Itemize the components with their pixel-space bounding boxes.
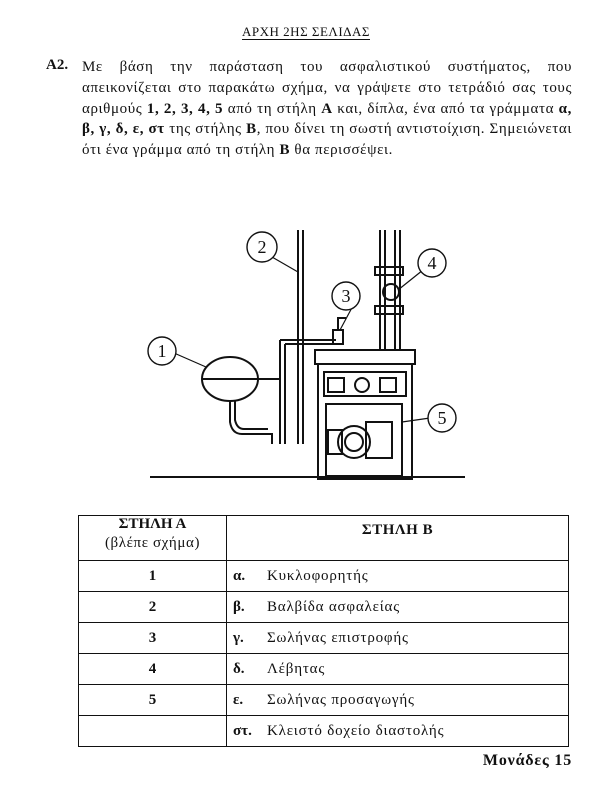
callout-4: 4: [427, 253, 437, 273]
table-row: 1 α. Κυκλοφορητής: [79, 561, 569, 592]
question-number: Α2.: [46, 57, 69, 73]
page-header: ΑΡΧΗ 2ΗΣ ΣΕΛΙΔΑΣ: [242, 24, 370, 39]
column-a-header: ΣΤΗΛΗ Α (βλέπε σχήμα): [79, 516, 227, 561]
table-row: 4 δ. Λέβητας: [79, 654, 569, 685]
callout-2: 2: [257, 237, 267, 257]
table-row: 5 ε. Σωλήνας προσαγωγής: [79, 685, 569, 716]
callout-3: 3: [341, 286, 351, 306]
table-row: 3 γ. Σωλήνας επιστροφής: [79, 623, 569, 654]
callout-5: 5: [437, 408, 447, 428]
matching-table: [78, 515, 569, 747]
question-text: Με βάση την παράσταση του ασφαλιστικού συστήματος, που απεικονίζεται στο παρακάτω σχήμα, να γράψετε στο τετράδιό σας τους αριθμούς 1, 2, 3, 4, 5 από τη στήλη Α και, δίπλα, ένα από τα γράμματα α, β, γ, δ, ε, στ της στήλης Β, που δίνει τη σωστή αντιστοίχιση. Σημειώνεται ότι ένα γράμμα από τη στήλη Β θα περισσέψει.: [82, 59, 572, 159]
table-row: στ. Κλειστό δοχείο διαστολής: [79, 716, 569, 747]
column-b-header: ΣΤΗΛΗ Β: [227, 516, 569, 561]
table-row: 2 β. Βαλβίδα ασφαλείας: [79, 592, 569, 623]
points-label: Μονάδες 15: [482, 752, 572, 769]
heating-system-diagram: [140, 222, 470, 507]
callout-1: 1: [157, 341, 167, 361]
